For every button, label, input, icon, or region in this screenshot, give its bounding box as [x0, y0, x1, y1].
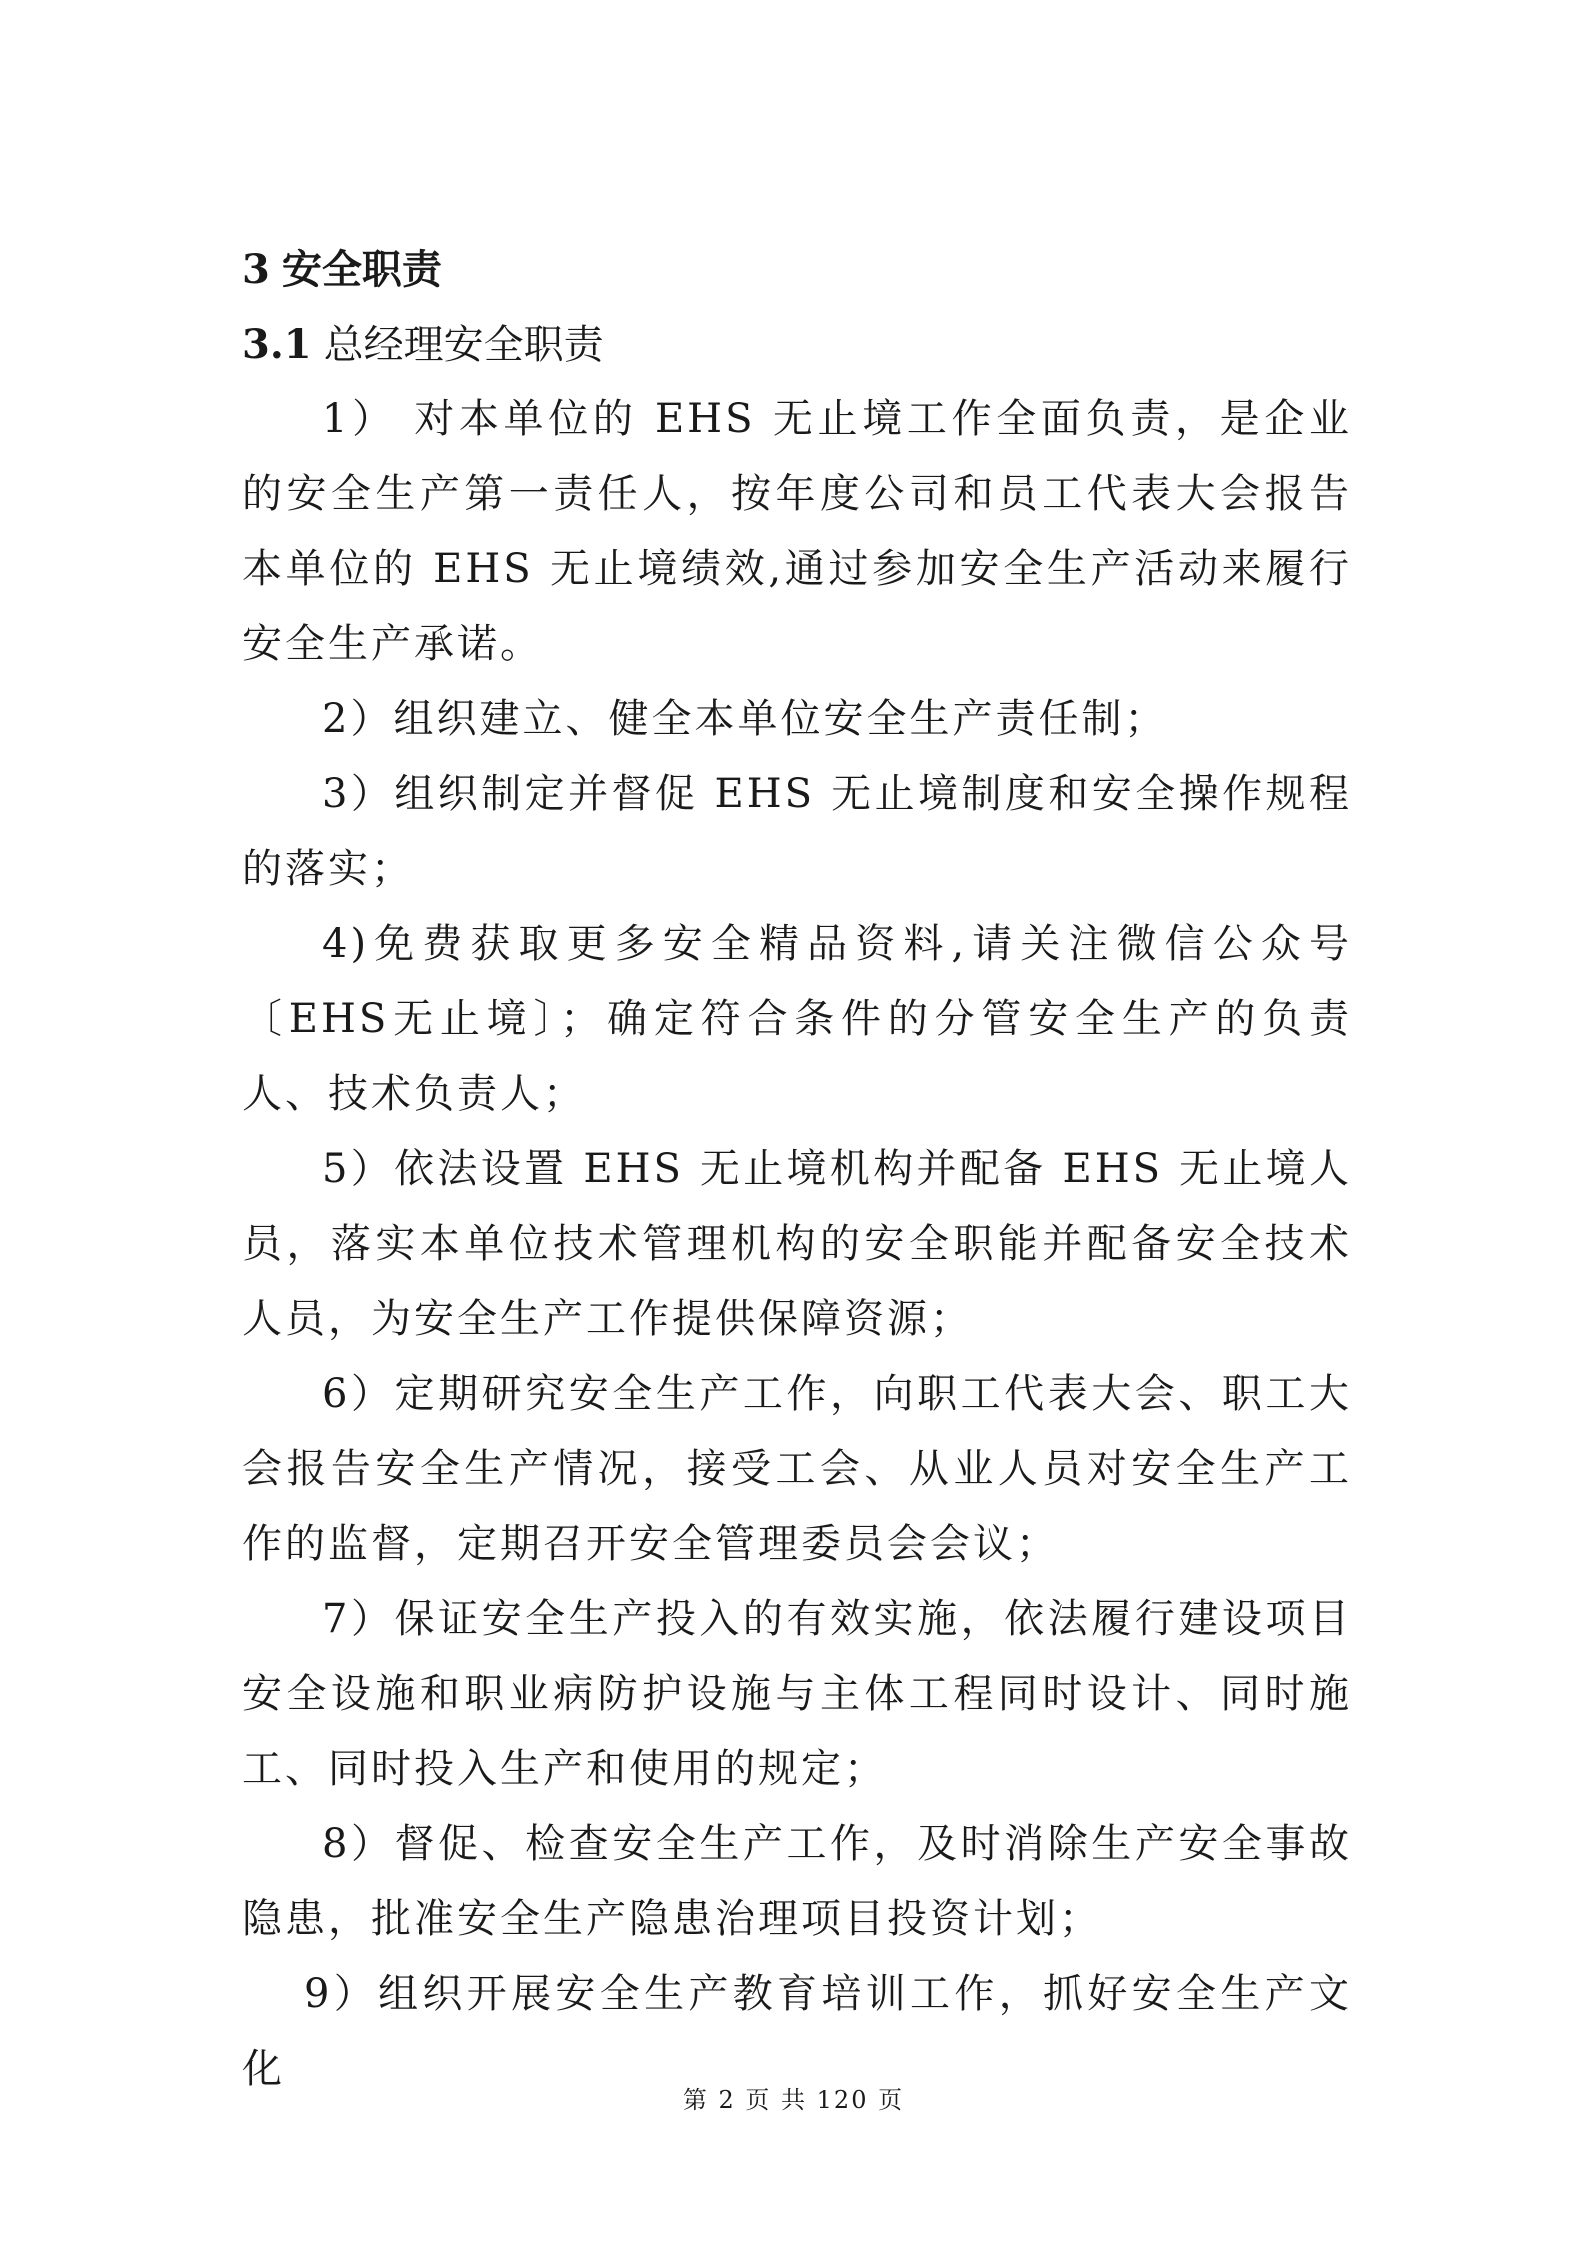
- paragraph-item-5: 5）依法设置 EHS 无止境机构并配备 EHS 无止境人员，落实本单位技术管理机构的安全职能并配备安全技术人员，为安全生产工作提供保障资源；: [242, 1146, 1352, 1342]
- section-number: 3: [242, 246, 270, 293]
- page-footer: 第 2 页 共 120 页: [682, 2086, 905, 2114]
- paragraph-item-1: 1） 对本单位的 EHS 无止境工作全面负责，是企业的安全生产第一责任人，按年度公司和员工代表大会报告本单位的 EHS 无止境绩效,通过参加安全生产活动来履行安全生产承诺。: [242, 396, 1352, 667]
- paragraph-item-2: 2）组织建立、健全本单位安全生产责任制；: [322, 696, 1168, 742]
- paragraph-item-3: 3）组织制定并督促 EHS 无止境制度和安全操作规程的落实；: [242, 771, 1352, 892]
- section-heading: [242, 232, 1352, 307]
- paragraph-item-9: 9）组织开展安全生产教育培训工作，抓好安全生产文化: [242, 1971, 1352, 2092]
- subsection-number: 3.1: [242, 321, 312, 368]
- section-title: 安全职责: [281, 246, 442, 293]
- document-body: [242, 232, 1352, 2107]
- subsection-title: 总经理安全职责: [323, 322, 604, 368]
- paragraph-item-7: 7）保证安全生产投入的有效实施，依法履行建设项目安全设施和职业病防护设施与主体工程同时设计、同时施工、同时投入生产和使用的规定；: [242, 1596, 1352, 1792]
- paragraph-item-8: 8）督促、检查安全生产工作，及时消除生产安全事故隐患，批准安全生产隐患治理项目投资计划；: [242, 1821, 1352, 1942]
- subsection-heading: [242, 307, 1352, 382]
- paragraph-item-4: 4)免费获取更多安全精品资料,请关注微信公众号〔EHS无止境〕；确定符合条件的分管安全生产的负责人、技术负责人；: [242, 921, 1352, 1117]
- paragraph-item-6: 6）定期研究安全生产工作，向职工代表大会、职工大会报告安全生产情况，接受工会、从业人员对安全生产工作的监督，定期召开安全管理委员会会议；: [242, 1371, 1352, 1567]
